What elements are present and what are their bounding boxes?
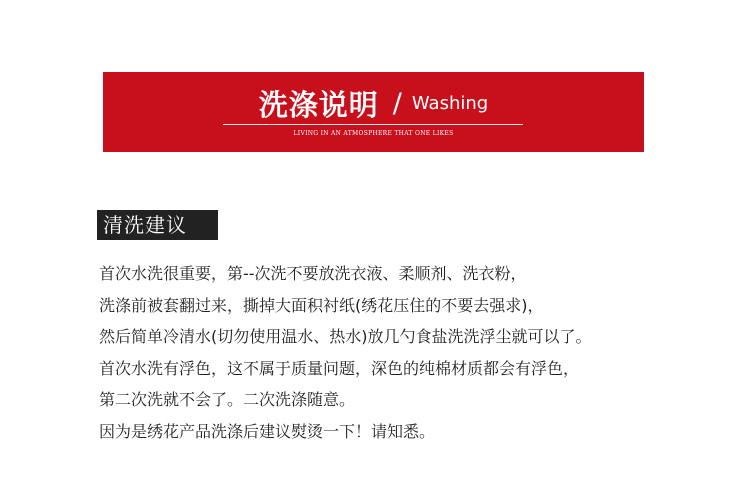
instruction-line: 因为是绣花产品洗涤后建议熨烫一下！请知悉。 — [99, 421, 436, 441]
banner-title-en: Washing — [411, 93, 489, 114]
banner-tagline: LIVING IN AN ATMOSPHERE THAT ONE LIKES — [293, 130, 454, 137]
instruction-line: 首次水洗很重要，第--次洗不要放洗衣液、柔顺剂、洗衣粉， — [99, 264, 527, 283]
banner-divider — [223, 124, 523, 125]
instruction-line: 洗涤前被套翻过来，撕掉大面积衬纸(绣花压住的不要去强求)， — [99, 295, 544, 315]
banner-title-zh: 洗涤说明 — [258, 88, 379, 122]
instruction-line: 然后简单冷清水(切勿使用温水、热水)放几勺食盐洗洗浮尘就可以了。 — [99, 327, 592, 346]
washing-instructions — [99, 258, 699, 447]
banner-title-separator: / — [392, 88, 402, 119]
washing-banner — [103, 72, 644, 152]
section-heading-label: 清洗建议 — [97, 210, 218, 240]
instruction-line: 第二次洗就不会了。二次洗涤随意。 — [99, 390, 356, 409]
instruction-line: 首次水洗有浮色，这不属于质量问题，深色的纯棉材质都会有浮色， — [99, 358, 580, 378]
banner-title — [103, 83, 644, 124]
